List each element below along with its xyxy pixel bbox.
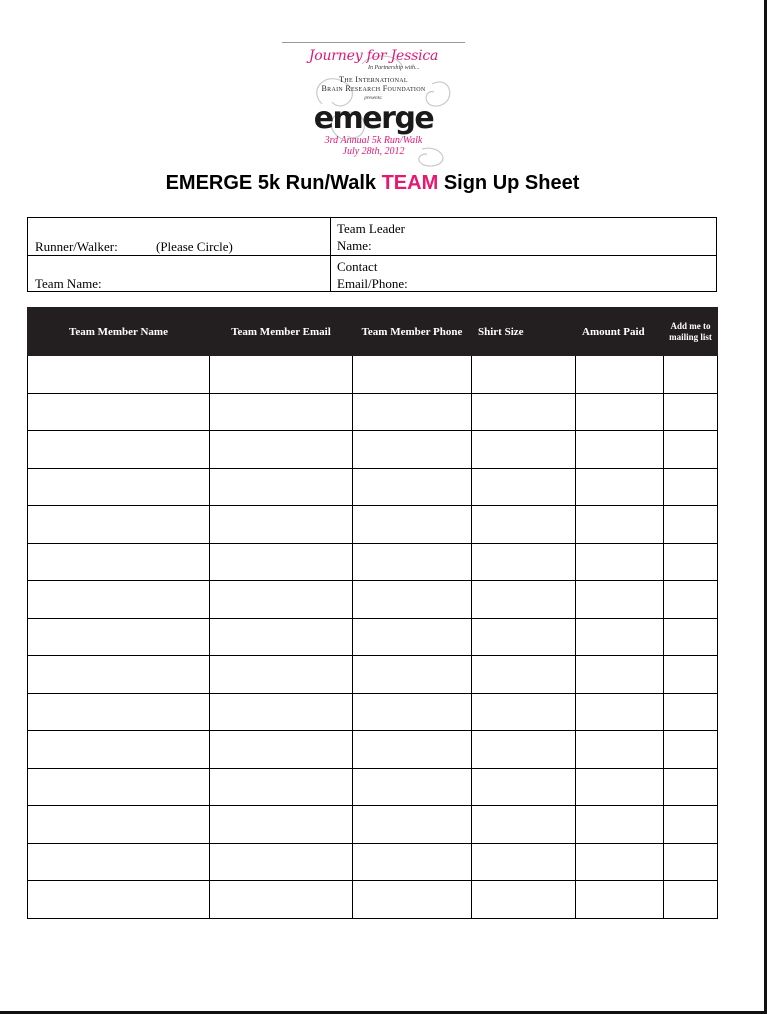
shirt-size-cell[interactable]: [472, 543, 576, 581]
member-email-cell[interactable]: [210, 393, 353, 431]
member-email-cell[interactable]: [210, 656, 353, 694]
member-email-cell[interactable]: [210, 881, 353, 919]
logo-date-text: July 28th, 2012: [342, 146, 405, 157]
logo-org-line2: Brain Research Foundation: [321, 84, 426, 93]
member-name-cell[interactable]: [28, 731, 210, 769]
logo-emerge-wordmark: emerge: [313, 101, 434, 136]
mailing-list-cell[interactable]: [664, 656, 718, 694]
member-email-cell[interactable]: [210, 843, 353, 881]
header-member-name: Team Member Name: [28, 308, 210, 356]
amount-paid-cell[interactable]: [576, 768, 664, 806]
signup-table: [27, 307, 718, 919]
member-name-cell[interactable]: [28, 431, 210, 469]
member-name-cell[interactable]: [28, 768, 210, 806]
member-phone-cell[interactable]: [353, 431, 472, 469]
table-row: [28, 543, 718, 581]
mailing-list-cell[interactable]: [664, 768, 718, 806]
team-leader-label: [337, 220, 405, 254]
member-email-cell[interactable]: [210, 618, 353, 656]
title-prefix: EMERGE 5k Run/Walk: [165, 172, 377, 194]
member-name-cell[interactable]: [28, 693, 210, 731]
shirt-size-cell[interactable]: [472, 506, 576, 544]
mailing-list-cell[interactable]: [664, 506, 718, 544]
shirt-size-cell[interactable]: [472, 806, 576, 844]
mailing-list-cell[interactable]: [664, 806, 718, 844]
header-member-email: Team Member Email: [210, 308, 353, 356]
amount-paid-cell[interactable]: [576, 431, 664, 469]
table-row: [28, 881, 718, 919]
table-row: [28, 693, 718, 731]
shirt-size-cell[interactable]: [472, 731, 576, 769]
member-name-cell[interactable]: [28, 881, 210, 919]
member-phone-cell[interactable]: [353, 543, 472, 581]
mailing-list-cell[interactable]: [664, 731, 718, 769]
mailing-list-cell[interactable]: [664, 543, 718, 581]
title-suffix: Sign Up Sheet: [443, 172, 580, 194]
member-name-cell[interactable]: [28, 806, 210, 844]
amount-paid-cell[interactable]: [576, 393, 664, 431]
table-row: [28, 468, 718, 506]
shirt-size-cell[interactable]: [472, 468, 576, 506]
amount-paid-cell[interactable]: [576, 506, 664, 544]
event-logo: [282, 42, 465, 170]
mailing-list-cell[interactable]: [664, 431, 718, 469]
member-phone-cell[interactable]: [353, 506, 472, 544]
member-phone-cell[interactable]: [353, 806, 472, 844]
amount-paid-cell[interactable]: [576, 693, 664, 731]
member-email-cell[interactable]: [210, 768, 353, 806]
member-email-cell[interactable]: [210, 506, 353, 544]
amount-paid-cell[interactable]: [576, 656, 664, 694]
amount-paid-cell[interactable]: [576, 468, 664, 506]
shirt-size-cell[interactable]: [472, 656, 576, 694]
shirt-size-cell[interactable]: [472, 768, 576, 806]
table-row: [28, 618, 718, 656]
table-row: [28, 356, 718, 394]
mailing-list-cell[interactable]: [664, 356, 718, 394]
member-phone-cell[interactable]: [353, 393, 472, 431]
logo-rule: [282, 42, 465, 43]
shirt-size-cell[interactable]: [472, 356, 576, 394]
please-circle-label: (Please Circle): [156, 239, 233, 254]
table-row: [28, 843, 718, 881]
member-name-cell[interactable]: [28, 843, 210, 881]
member-email-cell[interactable]: [210, 431, 353, 469]
info-divider-vertical: [330, 218, 331, 291]
table-row: [28, 506, 718, 544]
mailing-list-cell[interactable]: [664, 843, 718, 881]
member-phone-cell[interactable]: [353, 693, 472, 731]
member-email-cell[interactable]: [210, 731, 353, 769]
table-row: [28, 768, 718, 806]
team-info-box: [27, 217, 717, 292]
member-phone-cell[interactable]: [353, 731, 472, 769]
logo-annual-text: 3rd Annual 5k Run/Walk: [324, 135, 423, 146]
logo-presents-text: presents:: [364, 96, 383, 101]
member-phone-cell[interactable]: [353, 356, 472, 394]
member-phone-cell[interactable]: [353, 768, 472, 806]
member-name-cell[interactable]: [28, 393, 210, 431]
amount-paid-cell[interactable]: [576, 843, 664, 881]
header-amount-paid: Amount Paid: [576, 308, 664, 356]
shirt-size-cell[interactable]: [472, 581, 576, 619]
team-leader-line2: Name:: [337, 238, 372, 253]
shirt-size-cell[interactable]: [472, 618, 576, 656]
member-name-cell[interactable]: [28, 581, 210, 619]
amount-paid-cell[interactable]: [576, 806, 664, 844]
table-row: [28, 806, 718, 844]
member-name-cell[interactable]: [28, 468, 210, 506]
shirt-size-cell[interactable]: [472, 693, 576, 731]
contact-line2: Email/Phone:: [337, 276, 408, 291]
runner-walker-label: Runner/Walker:: [35, 239, 118, 254]
mailing-list-cell[interactable]: [664, 393, 718, 431]
table-row: [28, 581, 718, 619]
table-header-row: [28, 308, 718, 356]
member-name-cell[interactable]: [28, 506, 210, 544]
mailing-list-cell[interactable]: [664, 693, 718, 731]
shirt-size-cell[interactable]: [472, 843, 576, 881]
member-email-cell[interactable]: [210, 356, 353, 394]
member-email-cell[interactable]: [210, 468, 353, 506]
logo-partnership-text: In Partnership with...: [368, 65, 420, 71]
table-row: [28, 431, 718, 469]
member-email-cell[interactable]: [210, 806, 353, 844]
amount-paid-cell[interactable]: [576, 543, 664, 581]
member-email-cell[interactable]: [210, 693, 353, 731]
table-row: [28, 731, 718, 769]
member-email-cell[interactable]: [210, 543, 353, 581]
contact-label: [337, 258, 408, 292]
member-phone-cell[interactable]: [353, 468, 472, 506]
team-leader-line1: Team Leader: [337, 221, 406, 236]
member-phone-cell[interactable]: [353, 881, 472, 919]
member-name-cell[interactable]: [28, 356, 210, 394]
member-phone-cell[interactable]: [353, 618, 472, 656]
member-phone-cell[interactable]: [353, 581, 472, 619]
mailing-list-cell[interactable]: [664, 618, 718, 656]
member-name-cell[interactable]: [28, 543, 210, 581]
mailing-list-cell[interactable]: [664, 581, 718, 619]
member-phone-cell[interactable]: [353, 656, 472, 694]
header-member-phone: Team Member Phone: [353, 308, 472, 356]
amount-paid-cell[interactable]: [576, 881, 664, 919]
shirt-size-cell[interactable]: [472, 881, 576, 919]
amount-paid-cell[interactable]: [576, 618, 664, 656]
logo-journey-text: Journey for Jessica: [308, 48, 439, 64]
contact-line1: Contact: [337, 259, 378, 274]
mailing-list-cell[interactable]: [664, 881, 718, 919]
table-row: [28, 656, 718, 694]
header-shirt-size: Shirt Size: [472, 308, 576, 356]
header-mailing-list: Add me to mailing list: [664, 308, 718, 356]
member-name-cell[interactable]: [28, 656, 210, 694]
mailing-list-cell[interactable]: [664, 468, 718, 506]
table-body: [28, 356, 718, 919]
shirt-size-cell[interactable]: [472, 393, 576, 431]
member-phone-cell[interactable]: [353, 843, 472, 881]
amount-paid-cell[interactable]: [576, 356, 664, 394]
logo-org-line1: The International: [339, 75, 408, 84]
table-row: [28, 393, 718, 431]
info-divider-horizontal: [28, 255, 716, 256]
title-accent: TEAM: [381, 172, 439, 194]
amount-paid-cell[interactable]: [576, 581, 664, 619]
member-name-cell[interactable]: [28, 618, 210, 656]
member-email-cell[interactable]: [210, 581, 353, 619]
amount-paid-cell[interactable]: [576, 731, 664, 769]
team-name-label: Team Name:: [35, 276, 102, 291]
page-title: [0, 172, 745, 195]
shirt-size-cell[interactable]: [472, 431, 576, 469]
